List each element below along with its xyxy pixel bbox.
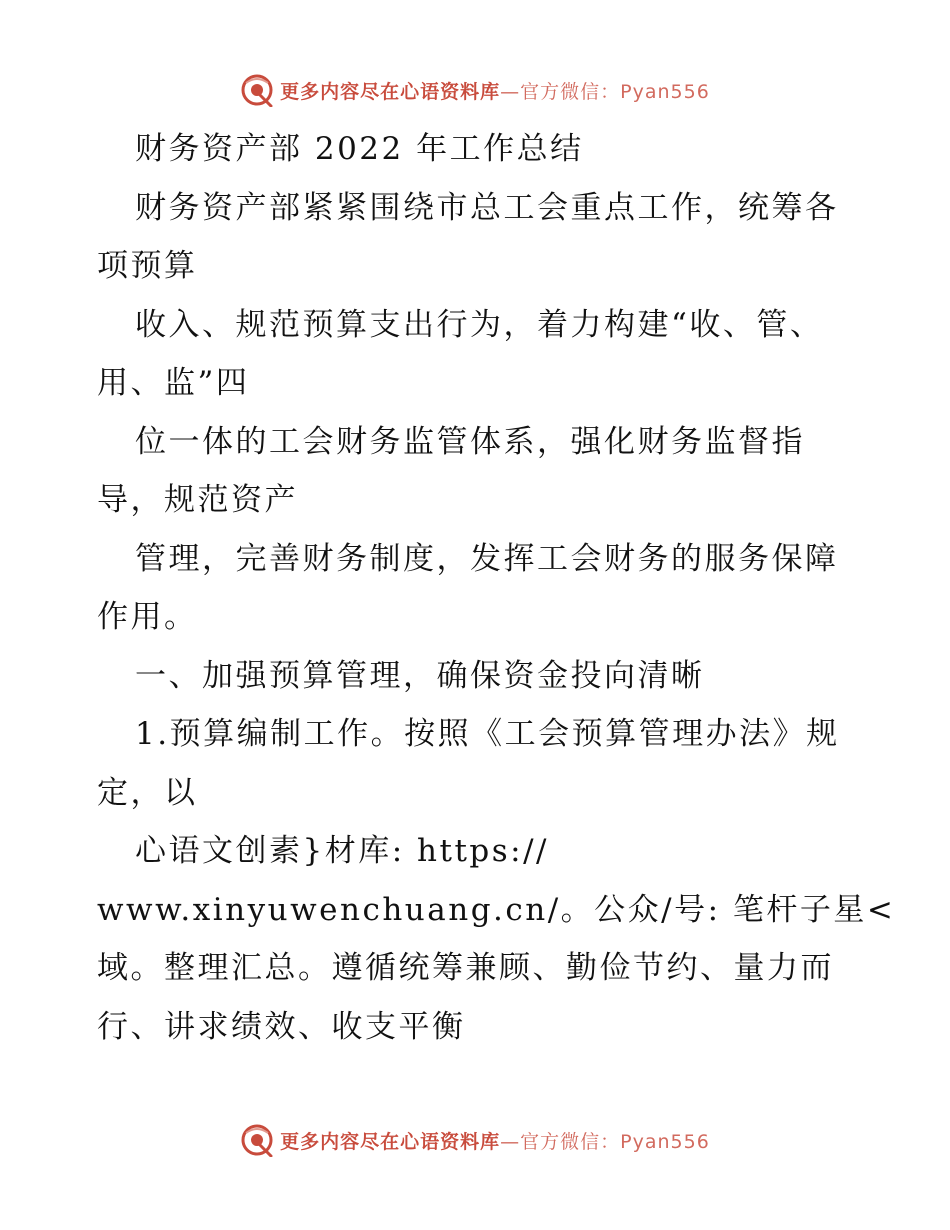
- text-line: 作用。: [97, 599, 198, 635]
- watermark-text: 更多内容尽在心语资料库—官方微信：Pyan556: [280, 80, 710, 103]
- text-line: 收入、规范预算支出行为，着力构建“收、管、: [135, 306, 824, 343]
- text-line: www.xinyuwenchuang.cn/。公众/号: 笔杆子星<: [97, 891, 896, 928]
- header-watermark: [0, 70, 950, 110]
- text-line: 行、讲求绩效、收支平衡: [97, 1008, 466, 1045]
- footer-watermark: [0, 1120, 950, 1160]
- text-line: 项预算: [97, 248, 198, 284]
- text-line: 1.预算编制工作。按照《工会预算管理办法》规: [135, 716, 840, 752]
- pen-logo-icon: [240, 1123, 274, 1157]
- document-body: [97, 120, 896, 1056]
- text-line: 一、加强预算管理，确保资金投向清晰: [135, 657, 705, 694]
- text-line: 定，以: [97, 774, 198, 811]
- text-line: 域。整理汇总。遵循统筹兼顾、勤俭节约、量力而: [97, 950, 834, 986]
- pen-logo-icon: [240, 73, 274, 107]
- text-line: 财务资产部紧紧围绕市总工会重点工作，统筹各: [135, 189, 839, 226]
- text-line: 管理，完善财务制度，发挥工会财务的服务保障: [135, 540, 839, 577]
- text-line: 位一体的工会财务监管体系，强化财务监督指: [135, 423, 805, 460]
- text-line: 心语文创素}材库: https://: [135, 833, 549, 869]
- text-line: 用、监”四: [97, 365, 250, 401]
- text-line: 导，规范资产: [97, 482, 298, 518]
- watermark-text: 更多内容尽在心语资料库—官方微信：Pyan556: [280, 1130, 710, 1153]
- text-line: 财务资产部 2022 年工作总结: [135, 131, 584, 167]
